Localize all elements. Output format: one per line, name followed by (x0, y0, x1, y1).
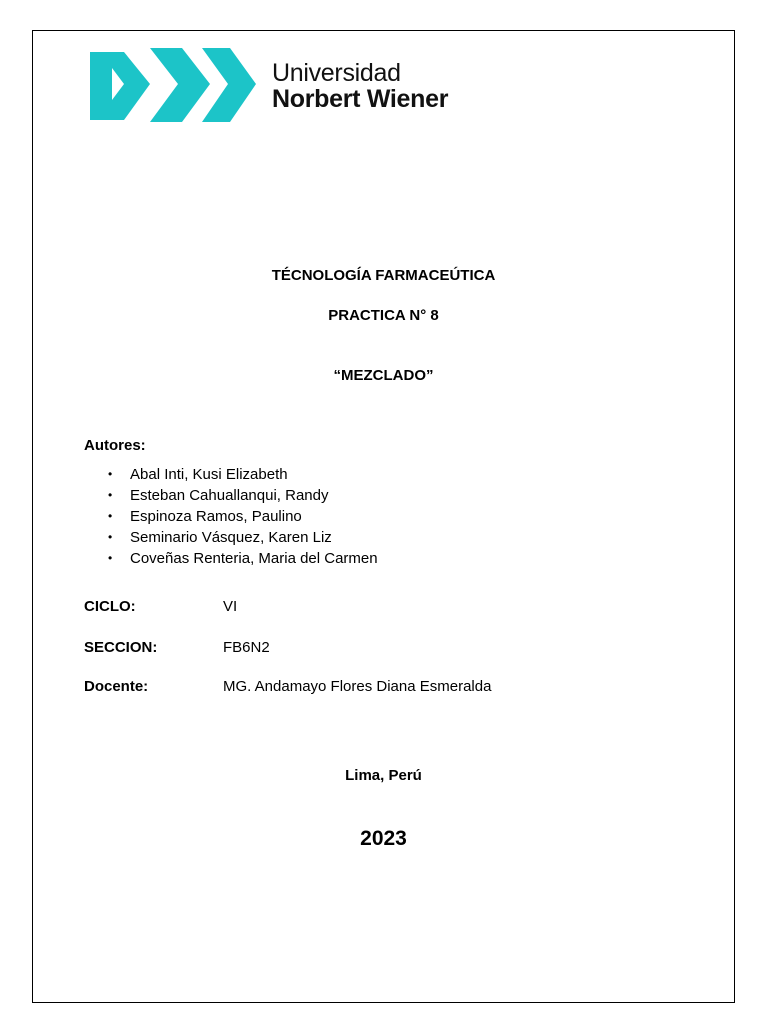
university-name-line2: Norbert Wiener (272, 85, 449, 113)
university-logo (90, 46, 510, 122)
author-item (108, 527, 378, 548)
university-name-line1: Universidad (272, 59, 401, 87)
university-logo-icon (90, 46, 260, 122)
author-item (108, 485, 378, 506)
place: Lima, Perú (345, 767, 422, 784)
ciclo-label: CICLO: (84, 598, 136, 615)
author-name: Esteban Cahuallanqui, Randy (130, 487, 329, 504)
practice-number: PRACTICA N° 8 (328, 307, 439, 324)
bullet-icon: • (108, 467, 113, 481)
seccion-label: SECCION: (84, 639, 158, 656)
author-item (108, 548, 378, 569)
course-title: TÉCNOLOGÍA FARMACEÚTICA (271, 267, 496, 284)
author-name: Seminario Vásquez, Karen Liz (130, 529, 332, 546)
year: 2023 (360, 827, 407, 850)
bullet-icon: • (108, 551, 113, 565)
practice-topic: “MEZCLADO” (333, 367, 434, 384)
bullet-icon: • (108, 509, 113, 523)
university-name (272, 60, 448, 112)
author-name: Abal Inti, Kusi Elizabeth (130, 466, 288, 483)
bullet-icon: • (108, 530, 113, 544)
authors-list (108, 464, 378, 569)
seccion-value: FB6N2 (223, 639, 270, 656)
author-name: Espinoza Ramos, Paulino (130, 508, 302, 525)
author-item (108, 464, 378, 485)
ciclo-value: VI (223, 598, 238, 615)
bullet-icon: • (108, 488, 113, 502)
author-item (108, 506, 378, 527)
docente-value: MG. Andamayo Flores Diana Esmeralda (223, 678, 492, 695)
author-name: Coveñas Renteria, Maria del Carmen (130, 550, 378, 567)
docente-label: Docente: (84, 678, 149, 695)
authors-label: Autores: (84, 437, 146, 454)
